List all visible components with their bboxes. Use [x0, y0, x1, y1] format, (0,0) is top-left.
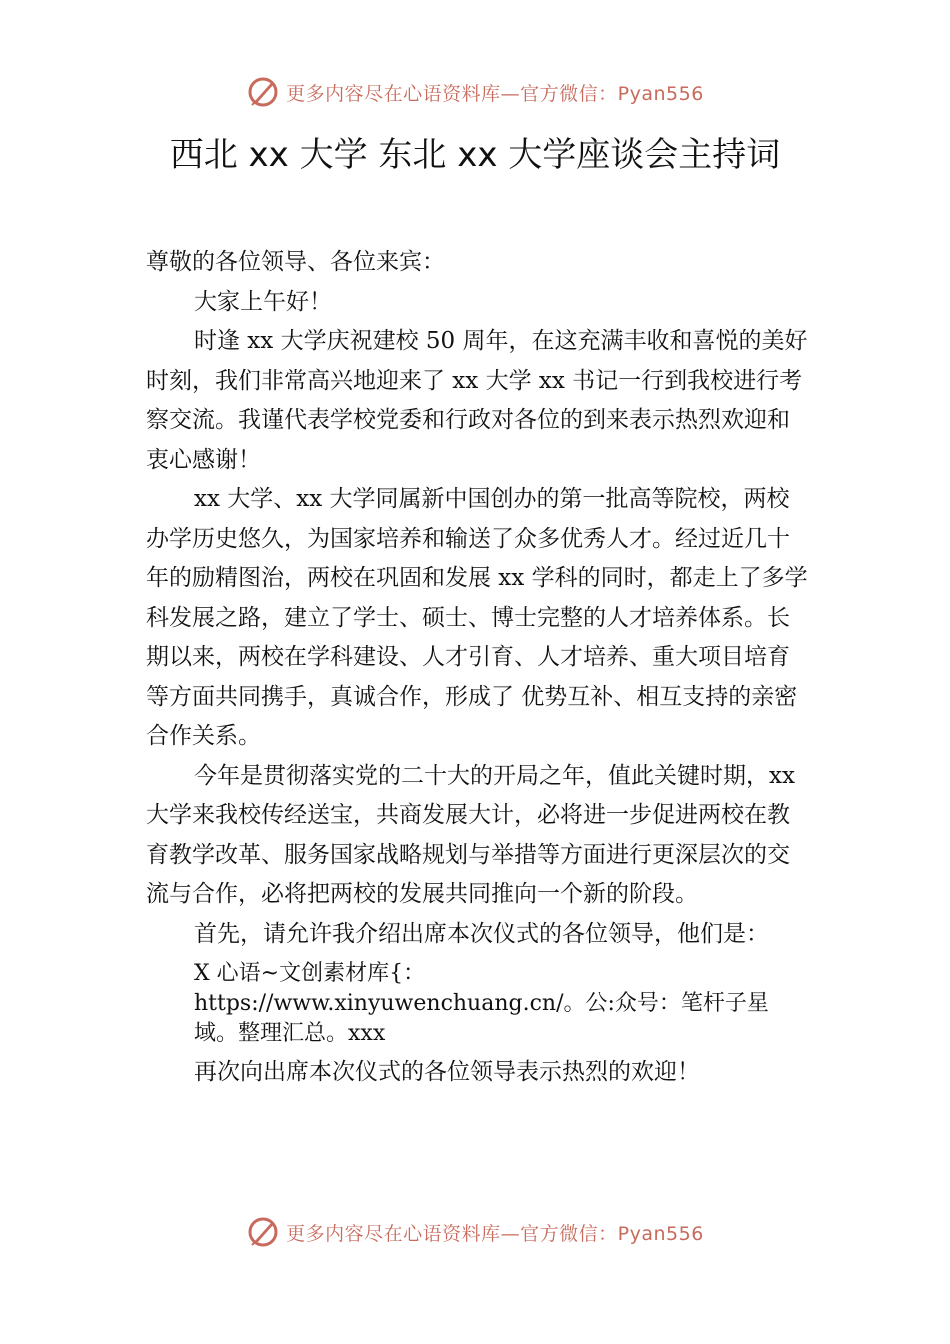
source-note: X 心语~文创素材库{：https://www.xinyuwenchuang.cn/。公:众号：笔杆子星域。整理汇总。xxx [194, 961, 769, 1046]
wechat-id: Pyan556 [617, 82, 704, 105]
paragraph: 大家上午好！ [194, 288, 332, 315]
paragraph: 时逢 xx 大学庆祝建校 50 周年，在这充满丰收和喜悦的美好时刻，我们非常高兴地迎来了 xx 大学 xx 书记一行到我校进行考察交流。我谨代表学校党委和行政对各位的到来表示热烈欢迎和衷心感谢！ [146, 328, 808, 473]
paragraph: 今年是贯彻落实党的二十大的开局之年，值此关键时期，xx 大学来我校传经送宝，共商发展大计，必将进一步促进两校在教育教学改革、服务国家战略规划与举措等方面进行更深层次的交流与合作，必将把两校的发展共同推向一个新的阶段。 [146, 762, 795, 907]
paragraph: xx 大学、xx 大学同属新中国创办的第一批高等院校，两校办学历史悠久，为国家培养和输送了众多优秀人才。经过近几十年的励精图治，两校在巩固和发展 xx 学科的同时，都走上了多学科发展之路，建立了学士、硕士、博士完整的人才培养体系。长期以来，两校在学科建设、人才引育、人才培养、重大项目培育等方面共同携手，真诚合作，形成了 优势互补、相互支持的亲密合作关系。 [146, 486, 808, 749]
pen-logo-icon [246, 1215, 280, 1249]
salutation: 尊敬的各位领导、各位来宾： [146, 249, 445, 275]
footer-watermark-banner [0, 1212, 950, 1252]
closing-paragraph: 再次向出席本次仪式的各位领导表示热烈的欢迎！ [194, 1059, 700, 1085]
header-watermark-banner [0, 72, 950, 112]
pen-logo-icon [246, 75, 280, 109]
page-title: 西北 xx 大学 东北 xx 大学座谈会主持词 [169, 135, 781, 175]
document-body [146, 243, 811, 1093]
banner-text: 更多内容尽在心语资料库—官方微信：Pyan556 [286, 82, 704, 105]
wechat-id: Pyan556 [617, 1222, 704, 1245]
paragraph: 首先，请允许我介绍出席本次仪式的各位领导，他们是： [194, 920, 769, 947]
banner-text: 更多内容尽在心语资料库—官方微信：Pyan556 [286, 1222, 704, 1245]
